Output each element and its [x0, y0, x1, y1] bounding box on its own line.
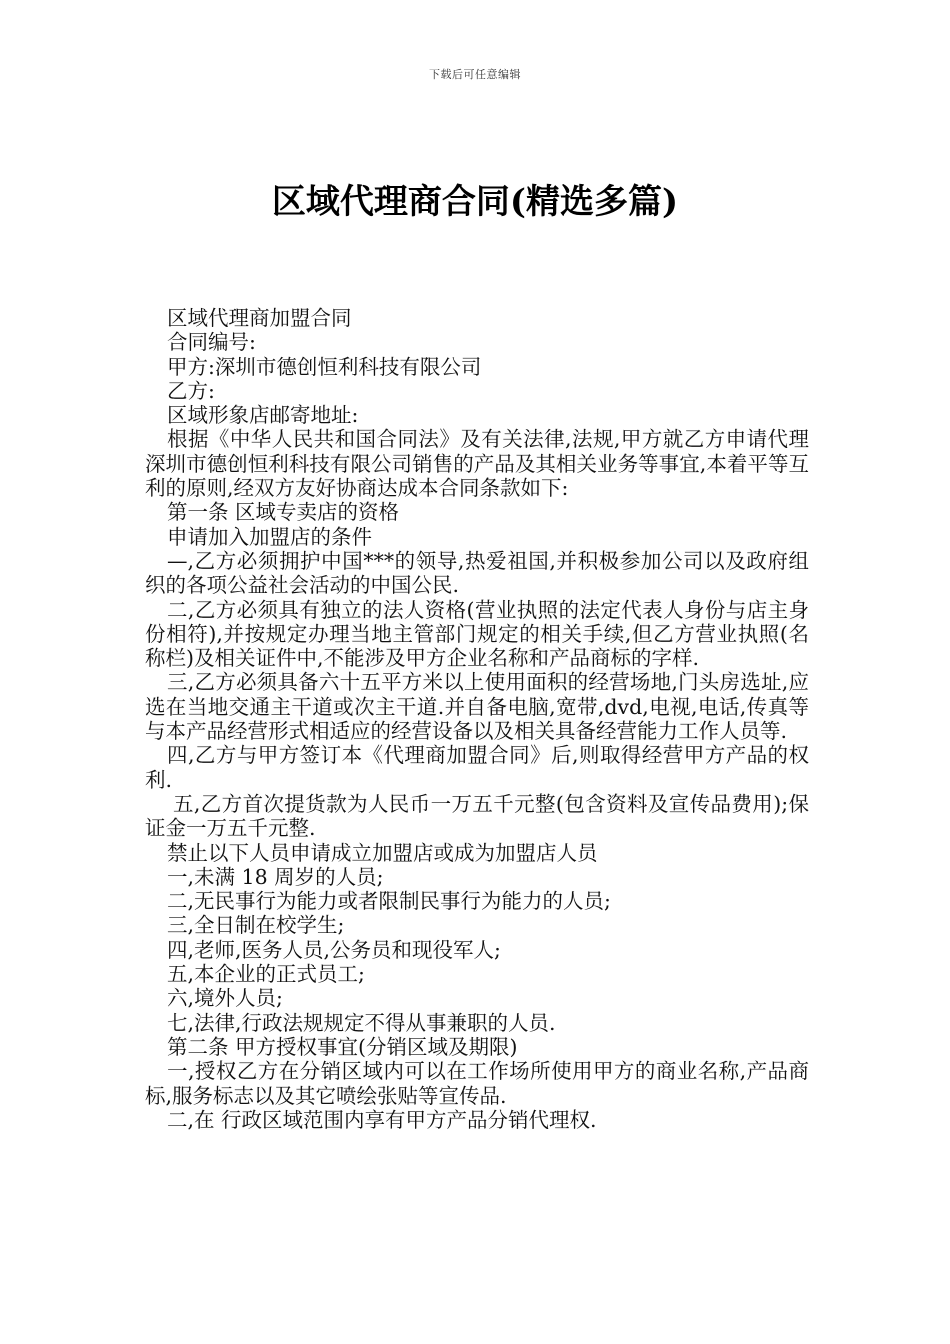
- paragraph: 申请加入加盟店的条件: [167, 524, 372, 549]
- paragraph: 乙方:: [167, 378, 215, 403]
- paragraph: 根据《中华人民共和国合同法》及有关法律,法规,甲方就乙方申请代理深圳市德创恒利科技有限公司销售的产品及其相关业务等事宜,本着平等互利的原则,经双方友好协商达成本合同条款如下:: [145, 427, 809, 501]
- header-note: 下载后可任意编辑: [429, 68, 521, 81]
- document-body: [145, 306, 809, 1132]
- paragraph: 五,乙方首次提货款为人民币一万五千元整(包含资料及宣传品费用);保证金一万五千元整.: [145, 791, 809, 841]
- list-item: 一,未满 18 周岁的人员;: [167, 864, 384, 889]
- list-item: 六,境外人员;: [167, 986, 283, 1011]
- paragraph: 四,乙方与甲方签订本《代理商加盟合同》后,则取得经营甲方产品的权利.: [145, 743, 809, 792]
- paragraph: 一,授权乙方在分销区域内可以在工作场所使用甲方的商业名称,产品商标,服务标志以及其它喷绘张贴等宣传品.: [145, 1059, 809, 1108]
- paragraph: 二,在 行政区域范围内享有甲方产品分销代理权.: [167, 1107, 597, 1132]
- section-heading: 第一条 区域专卖店的资格: [167, 500, 400, 525]
- paragraph: 三,乙方必须具备六十五平方米以上使用面积的经营场地,门头房选址,应选在当地交通主干道或次主干道.并自备电脑,宽带,dvd,电视,电话,传真等与本产品经营形式相适应的经营设备以及相关具备经营能力工作人员等.: [145, 670, 809, 744]
- list-item: 七,法律,行政法规规定不得从事兼职的人员.: [167, 1010, 556, 1035]
- list-item: 二,无民事行为能力或者限制民事行为能力的人员;: [167, 889, 611, 914]
- paragraph: —,乙方必须拥护中国***的领导,热爱祖国,并积极参加公司以及政府组织的各项公益社会活动的中国公民.: [145, 548, 809, 598]
- list-item: 三,全日制在校学生;: [167, 913, 345, 938]
- paragraph: 甲方:深圳市德创恒利科技有限公司: [167, 354, 482, 379]
- paragraph: 区域代理商加盟合同: [167, 306, 352, 330]
- document-title: 区域代理商合同(精选多篇): [271, 182, 679, 222]
- list-item: 五,本企业的正式员工;: [167, 962, 365, 987]
- list-item: 四,老师,医务人员,公务员和现役军人;: [167, 937, 501, 962]
- paragraph: 区域形象店邮寄地址:: [167, 403, 359, 428]
- section-heading: 第二条 甲方授权事宜(分销区域及期限): [167, 1034, 518, 1059]
- paragraph: 禁止以下人员申请成立加盟店或成为加盟店人员: [167, 840, 598, 865]
- paragraph: 合同编号:: [167, 330, 256, 355]
- paragraph: 二,乙方必须具有独立的法人资格(营业执照的法定代表人身份与店主身份相符),并按规定办理当地主管部门规定的相关手续,但乙方营业执照(名称栏)及相关证件中,不能涉及甲方企业名称和产品商标的字样.: [145, 597, 809, 671]
